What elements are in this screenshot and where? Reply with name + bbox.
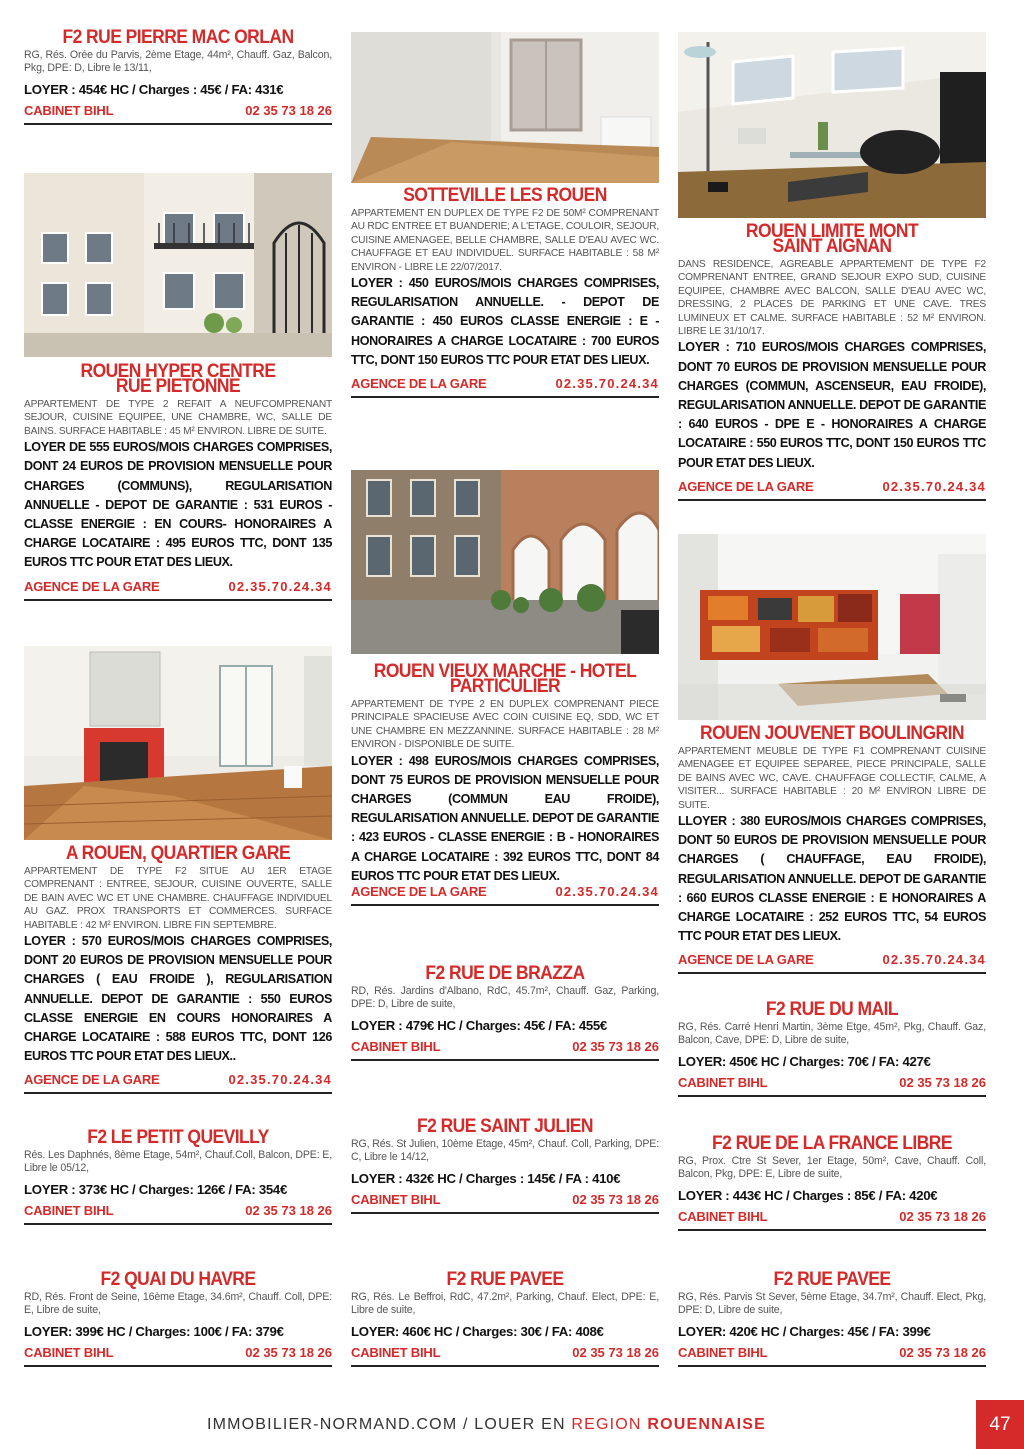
page-number: 47 bbox=[976, 1400, 1024, 1449]
footer-text bbox=[207, 1416, 766, 1434]
listing-contact bbox=[351, 884, 659, 906]
photo-limite-mont bbox=[678, 32, 986, 218]
listing-title: F2 RUE DE LA FRANCE LIBRE bbox=[711, 1133, 953, 1154]
listing-jouvenet bbox=[678, 723, 986, 974]
listing-title: F2 RUE DE BRAZZA bbox=[425, 963, 585, 984]
phone-number: 02.35.70.24.34 bbox=[555, 376, 659, 392]
listing-details: RG, Rés. Parvis St Sever, 5ème Etage, 34.7m², Chauff. Elect, Pkg, DPE: D, Libre de suite, bbox=[678, 1291, 986, 1317]
listing-details: RG, Rés. Le Beffroi, RdC, 47.2m², Parking, Chauf. Elect, DPE: E, Libre de suite, bbox=[351, 1291, 659, 1317]
listing-contact bbox=[678, 479, 986, 501]
listing-terms: LOYER DE 555 EUROS/MOIS CHARGES COMPRISES, DONT 24 EUROS DE PROVISION MENSUELLE POUR CHARGES (COMMUNS), REGULARISATION ANNUELLE - DEPOT DE GARANTIE : 531 EUROS - CLASSE ENERGIE : EN COURS- HONORAIRES A CHARGE LOCATAIRE : 495 EUROS TTC, DONT 135 EUROS TTC POUR ETAT DES LIEUX. bbox=[24, 440, 332, 570]
agency-name: AGENCE DE LA GARE bbox=[678, 478, 814, 494]
site-link[interactable]: IMMOBILIER-NORMAND.COM bbox=[206, 1416, 458, 1433]
listing-loyer: LOYER: 399€ HC / Charges: 100€ / FA: 379€ bbox=[24, 1323, 284, 1339]
photo-sotteville bbox=[351, 32, 659, 183]
agency-name: AGENCE DE LA GARE bbox=[24, 1072, 160, 1088]
listing-terms: LOYER : 710 EUROS/MOIS CHARGES COMPRISES, DONT 70 EUROS DE PROVISION MENSUELLE POUR CHARGES (COMMUN, ASCENSEUR, EAU FROIDE), REGULARISATION ANNUELLE. DEPOT DE GARANTIE : 640 EUROS - DPE E - HONORAIRES A CHARGE LOCATAIRE : 550 EUROS TTC, DONT 150 EUROS TTC POUR ETAT DES LIEUX. bbox=[678, 340, 986, 470]
listing-loyer: LOYER : 454€ HC / Charges : 45€ / FA: 431€ bbox=[24, 81, 284, 97]
phone-number: 02 35 73 18 26 bbox=[899, 1344, 986, 1360]
listing-contact bbox=[24, 1072, 332, 1094]
listing-contact bbox=[351, 1345, 659, 1367]
listing-contact bbox=[24, 579, 332, 601]
listing-contact bbox=[678, 1345, 986, 1367]
listing-details: RG, Prox. Ctre St Sever, 1er Etage, 50m², Cave, Chauff. Coll, Balcon, Pkg, DPE: E, Libre de suite, bbox=[678, 1155, 986, 1181]
listing-title: F2 RUE PAVEE bbox=[446, 1269, 564, 1290]
listing-loyer: LOYER : 443€ HC / Charges : 85€ / FA: 420€ bbox=[678, 1187, 938, 1203]
phone-number: 02.35.70.24.34 bbox=[228, 578, 332, 594]
listing-title: ROUEN VIEUX MARCHE - HOTEL PARTICULIER bbox=[373, 661, 637, 697]
listing-contact bbox=[678, 952, 986, 974]
listing-loyer: LOYER : 479€ HC / Charges: 45€ / FA: 455€ bbox=[351, 1017, 607, 1033]
listing-title: SOTTEVILLE LES ROUEN bbox=[403, 185, 607, 206]
listing-title: F2 QUAI DU HAVRE bbox=[100, 1269, 256, 1290]
listing-loyer: LOYER: 420€ HC / Charges: 45€ / FA: 399€ bbox=[678, 1323, 931, 1339]
listing-terms: LOYER : 498 EUROS/MOIS CHARGES COMPRISES, DONT 75 EUROS DE PROVISION MENSUELLE POUR CHARGES (COMMUN EAU FROIDE), REGULARISATION ANNUELLE. DEPOT DE GARANTIE : 423 EUROS - CLASSE ENERGIE : B - HONORAIRES A CHARGE LOCATAIRE : 392 EUROS TTC, DONT 84 EUROS TTC POUR ETAT DES LIEUX. bbox=[351, 753, 659, 883]
listing-title: ROUEN HYPER CENTRE RUE PIETONNE bbox=[80, 361, 276, 397]
phone-number: 02.35.70.24.34 bbox=[228, 1072, 332, 1088]
agency-name: CABINET BIHL bbox=[678, 1208, 768, 1224]
agency-name: AGENCE DE LA GARE bbox=[678, 952, 814, 968]
page-footer bbox=[0, 1416, 1024, 1438]
listing-desc: APPARTEMENT DE TYPE F2 SITUE AU 1ER ETAGE COMPRENANT : ENTREE, SEJOUR, CUISINE OUVERTE, SALLE DE BAIN AVEC WC ET UNE CHAMBRE. CHAUFFAGE INDIVIDUEL AU GAZ. PROX TRANSPORTS ET COMMERCES. SURFACE HABITABLE : 42 M² ENVIRON. LIBRE FIN SEPTEMBRE. bbox=[24, 866, 332, 931]
agency-name: AGENCE DE LA GARE bbox=[351, 376, 487, 392]
listing-contact bbox=[24, 1203, 332, 1225]
listing-petit-quevilly bbox=[24, 1127, 332, 1225]
listing-desc: DANS RESIDENCE, AGREABLE APPARTEMENT DE TYPE F2 COMPRENANT ENTREE, GRAND SEJOUR EXPO SUD, CUISINE EQUIPEE, CHAMBRE AVEC BALCON, SALLE D'EAU AVEC WC, DRESSING, 2 PLACES DE PARKING ET UNE CAVE. TRES LUMINEUX ET CALME. SURFACE HABITABLE : 52 M² ENVIRON. LIBRE LE 31/10/17. bbox=[678, 259, 986, 338]
listing-contact bbox=[24, 103, 332, 125]
listing-title: F2 RUE PAVEE bbox=[773, 1269, 891, 1290]
phone-number: 02 35 73 18 26 bbox=[572, 1038, 659, 1054]
listing-title: A ROUEN, QUARTIER GARE bbox=[65, 843, 291, 864]
phone-number: 02 35 73 18 26 bbox=[572, 1191, 659, 1207]
listing-title: F2 RUE SAINT JULIEN bbox=[416, 1116, 593, 1137]
photo-jouvenet bbox=[678, 534, 986, 720]
listing-contact bbox=[351, 1192, 659, 1214]
listing-title: F2 LE PETIT QUEVILLY bbox=[87, 1127, 269, 1148]
listing-saint-julien bbox=[351, 1116, 659, 1214]
photo-vieux-marche bbox=[351, 470, 659, 654]
listing-quai-havre bbox=[24, 1269, 332, 1367]
listing-limite-mont bbox=[678, 221, 986, 501]
listing-desc: APPARTEMENT MEUBLE DE TYPE F1 COMPRENANT CUISINE AMENAGEE ET EQUIPEE SEPAREE, PIECE PRINCIPALE, SALLE DE BAINS AVEC WC, CAVE. CHAUFFAGE COLLECTIF, CALME, A VISITER... SURFACE HABITABLE : 20 M² ENVIRON LIBRE DE SUITE. bbox=[678, 746, 986, 811]
listing-details: RG, Rés. St Julien, 10ème Etage, 45m², Chauf. Coll, Parking, DPE: C, Libre le 14/12, bbox=[351, 1138, 659, 1164]
listing-loyer: LOYER : 432€ HC / Charges : 145€ / FA : 410€ bbox=[351, 1170, 621, 1186]
footer-louer: LOUER EN bbox=[474, 1416, 572, 1433]
listing-loyer: LOYER : 373€ HC / Charges: 126€ / FA: 354€ bbox=[24, 1181, 287, 1197]
listing-title: ROUEN LIMITE MONT SAINT AIGNAN bbox=[745, 221, 919, 257]
listing-contact bbox=[351, 1039, 659, 1061]
footer-separator: / bbox=[457, 1416, 475, 1433]
footer-rouennaise: ROUENNAISE bbox=[647, 1416, 766, 1433]
listing-contact bbox=[678, 1075, 986, 1097]
listing-contact bbox=[351, 376, 659, 398]
agency-name: AGENCE DE LA GARE bbox=[24, 578, 160, 594]
listing-details: RD, Rés. Jardins d'Albano, RdC, 45.7m², Chauff. Gaz, Parking, DPE: D, Libre de suite, bbox=[351, 985, 659, 1011]
agency-name: CABINET BIHL bbox=[24, 1344, 114, 1360]
agency-name: CABINET BIHL bbox=[351, 1038, 441, 1054]
listing-details: Rés. Les Daphnés, 8ème Etage, 54m², Chauf.Coll, Balcon, DPE: E, Libre le 05/12, bbox=[24, 1149, 332, 1175]
listing-terms: LOYER : 450 EUROS/MOIS CHARGES COMPRISES, REGULARISATION ANNUELLE. - DEPOT DE GARANTIE : 450 EUROS CLASSE ENERGIE : E - HONORAIRES A CHARGE LOCATAIRE : 700 EUROS TTC, DONT 150 EUROS TTC POUR ETAT DES LIEUX. bbox=[351, 276, 659, 367]
listing-pavee-1 bbox=[351, 1269, 659, 1367]
agency-name: CABINET BIHL bbox=[24, 102, 114, 118]
phone-number: 02 35 73 18 26 bbox=[245, 1344, 332, 1360]
agency-name: CABINET BIHL bbox=[678, 1344, 768, 1360]
agency-name: CABINET BIHL bbox=[351, 1191, 441, 1207]
listing-brazza bbox=[351, 963, 659, 1061]
listing-hyper-centre bbox=[24, 361, 332, 601]
listing-mail bbox=[678, 999, 986, 1097]
photo-quartier-gare bbox=[24, 646, 332, 840]
agency-name: CABINET BIHL bbox=[351, 1344, 441, 1360]
phone-number: 02 35 73 18 26 bbox=[899, 1074, 986, 1090]
listing-desc: APPARTEMENT DE TYPE 2 REFAIT A NEUFCOMPRENANT SEJOUR, CUISINE EQUIPEE, UNE CHAMBRE, WC, SALLE DE BAINS. SURFACE HABITABLE : 45 M² ENVIRON. LIBRE DE SUITE. bbox=[24, 399, 332, 437]
listing-title: F2 RUE PIERRE MAC ORLAN bbox=[62, 27, 294, 48]
listing-terms: LOYER : 570 EUROS/MOIS CHARGES COMPRISES, DONT 20 EUROS DE PROVISION MENSUELLE POUR CHARGES ( EAU FROIDE ), REGULARISATION ANNUELLE. DEPOT DE GARANTIE : 550 EUROS CLASSE ENERGIE EN COURS HONORAIRES A CHARGE LOCATAIRE : 588 EUROS TTC, DONT 126 EUROS TTC POUR ETAT DES LIEUX.. bbox=[24, 934, 332, 1064]
footer-region: REGION bbox=[571, 1416, 648, 1433]
listing-vieux-marche bbox=[351, 661, 659, 906]
listing-desc: APPARTEMENT DE TYPE 2 EN DUPLEX COMPRENANT PIECE PRINCIPALE SPACIEUSE AVEC COIN CUISINE EQ, SDD, WC ET UNE CHAMBRE EN MEZZANNINE. SURFACE HABITABLE : 28 M² ENVIRON - DISPONIBLE DE SUITE. bbox=[351, 699, 659, 751]
phone-number: 02 35 73 18 26 bbox=[245, 102, 332, 118]
listing-title: F2 RUE DU MAIL bbox=[765, 999, 899, 1020]
listing-pierre-mac-orlan bbox=[24, 27, 332, 125]
listing-terms: LLOYER : 380 EUROS/MOIS CHARGES COMPRISES, DONT 50 EUROS DE PROVISION MENSUELLE POUR CHARGES ( CHAUFFAGE, EAU FROIDE), REGULARISATION ANNUELLE. DEPOT DE GARANTIE : 660 EUROS CLASSE ENERGIE : E HONORAIRES A CHARGE LOCATAIRE : 252 EUROS TTC, 54 EUROS TTC POUR ETAT DES LIEUX. bbox=[678, 814, 986, 944]
listing-contact bbox=[24, 1345, 332, 1367]
agency-name: CABINET BIHL bbox=[678, 1074, 768, 1090]
phone-number: 02 35 73 18 26 bbox=[245, 1202, 332, 1218]
phone-number: 02 35 73 18 26 bbox=[899, 1208, 986, 1224]
listing-pavee-2 bbox=[678, 1269, 986, 1367]
listing-details: RG, Rés. Carré Henri Martin, 3ème Etge, 45m², Pkg, Chauff. Gaz, Balcon, Cave, DPE: D, Libre de suite, bbox=[678, 1021, 986, 1047]
agency-name: CABINET BIHL bbox=[24, 1202, 114, 1218]
listing-desc: APPARTEMENT EN DUPLEX DE TYPE F2 DE 50M² COMPRENANT AU RDC ENTREE ET BUANDERIE; A L'ETAGE, COULOIR, SEJOUR, CUISINE AMENAGEE, BELLE CHAMBRE, SALLE D'EAU AVEC WC. CHAUFFAGE ET EAU INDIVIDUEL. SURFACE HABITABLE : 58 M² ENVIRON - LIBRE LE 22/07/2017. bbox=[351, 208, 659, 273]
listing-details: RG, Rés. Orée du Parvis, 2ème Etage, 44m², Chauff. Gaz, Balcon, Pkg, DPE: D, Libre le 13/11, bbox=[24, 49, 332, 75]
phone-number: 02.35.70.24.34 bbox=[882, 478, 986, 494]
listing-details: RD, Rés. Front de Seine, 16ème Etage, 34.6m², Chauff. Coll, DPE: E, Libre de suite, bbox=[24, 1291, 332, 1317]
phone-number: 02.35.70.24.34 bbox=[882, 952, 986, 968]
phone-number: 02 35 73 18 26 bbox=[572, 1344, 659, 1360]
agency-name: AGENCE DE LA GARE bbox=[351, 884, 487, 900]
listing-france-libre bbox=[678, 1133, 986, 1231]
listing-loyer: LOYER: 460€ HC / Charges: 30€ / FA: 408€ bbox=[351, 1323, 604, 1339]
listing-quartier-gare bbox=[24, 843, 332, 1094]
listing-sotteville bbox=[351, 185, 659, 398]
listing-contact bbox=[678, 1209, 986, 1231]
listing-title: ROUEN JOUVENET BOULINGRIN bbox=[700, 723, 964, 744]
photo-hyper-centre bbox=[24, 173, 332, 357]
listing-loyer: LOYER: 450€ HC / Charges: 70€ / FA: 427€ bbox=[678, 1053, 931, 1069]
phone-number: 02.35.70.24.34 bbox=[555, 884, 659, 900]
